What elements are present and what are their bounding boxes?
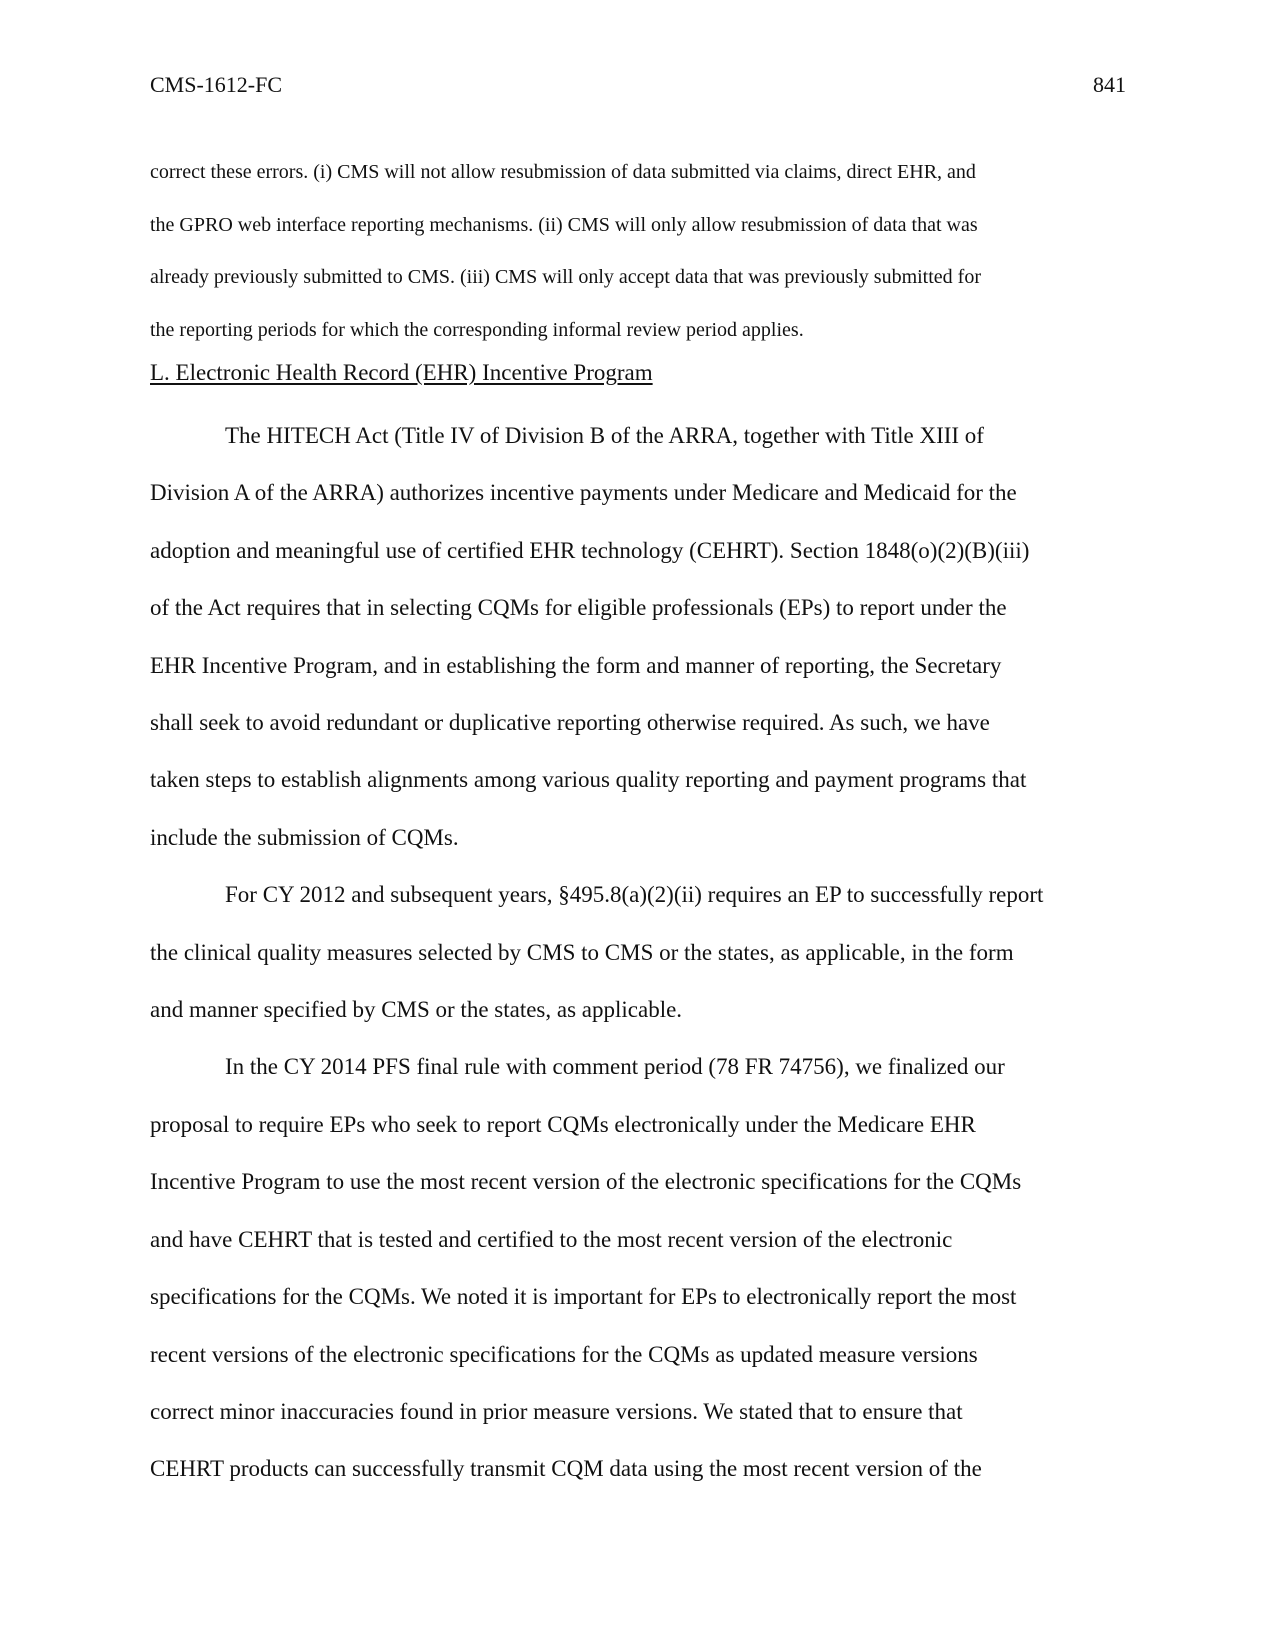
paragraph-hitech — [150, 407, 1130, 866]
paragraph-line: The HITECH Act (Title IV of Division B of the ARRA, together with Title XIII of — [225, 423, 984, 448]
continued-paragraph — [150, 146, 1130, 356]
paragraph-line: Incentive Program to use the most recent version of the electronic specifications for the CQMs — [150, 1169, 1022, 1195]
paragraph-line: recent versions of the electronic specifications for the CQMs as updated measure versions — [150, 1341, 978, 1367]
lead-line: correct these errors. (i) CMS will not allow resubmission of data submitted via claims, direct EHR, and — [150, 161, 976, 183]
paragraph-line: include the submission of CQMs. — [150, 824, 459, 850]
paragraph-line: In the CY 2014 PFS final rule with comment period (78 FR 74756), we finalized our — [225, 1054, 1005, 1080]
paragraph-line: EHR Incentive Program, and in establishing the form and manner of reporting, the Secretary — [150, 652, 1002, 678]
paragraph-line: For CY 2012 and subsequent years, §495.8(a)(2)(ii) requires an EP to successfully report — [225, 882, 1044, 908]
body-text — [150, 407, 1130, 1498]
section-heading: L. Electronic Health Record (EHR) Incentive Program — [150, 360, 653, 385]
paragraph-line: correct minor inaccuracies found in prior measure versions. We stated that to ensure that — [150, 1398, 963, 1424]
lead-line: the reporting periods for which the corresponding informal review period applies. — [150, 318, 804, 341]
paragraph-cy-2012 — [150, 866, 1130, 1038]
paragraph-cy-2014 — [150, 1038, 1130, 1497]
paragraph-line: proposal to require EPs who seek to report CQMs electronically under the Medicare EHR — [150, 1111, 976, 1137]
lead-line: already previously submitted to CMS. (iii) CMS will only accept data that was previously submitted for — [150, 266, 981, 288]
paragraph-line: taken steps to establish alignments among various quality reporting and payment programs that — [150, 767, 1027, 793]
paragraph-line: the clinical quality measures selected by CMS to CMS or the states, as applicable, in the form — [150, 939, 1014, 965]
paragraph-line: adoption and meaningful use of certified EHR technology (CEHRT). Section 1848(o)(2)(B)(iii) — [150, 537, 1030, 563]
paragraph-line: of the Act requires that in selecting CQMs for eligible professionals (EPs) to report under the — [150, 595, 1007, 621]
paragraph-line: and manner specified by CMS or the states, as applicable. — [150, 997, 683, 1023]
paragraph-line: specifications for the CQMs. We noted it is important for EPs to electronically report the most — [150, 1284, 1017, 1310]
lead-line: the GPRO web interface reporting mechanisms. (ii) CMS will only allow resubmission of data that was — [150, 213, 978, 236]
paragraph-line: Division A of the ARRA) authorizes incentive payments under Medicare and Medicaid for the — [150, 480, 1017, 506]
paragraph-line: shall seek to avoid redundant or duplicative reporting otherwise required. As such, we have — [150, 710, 990, 736]
paragraph-line: CEHRT products can successfully transmit CQM data using the most recent version of the — [150, 1456, 982, 1482]
page-number: 841 — [1093, 72, 1126, 97]
document-id: CMS-1612-FC — [150, 72, 283, 97]
paragraph-line: and have CEHRT that is tested and certified to the most recent version of the electronic — [150, 1226, 953, 1252]
